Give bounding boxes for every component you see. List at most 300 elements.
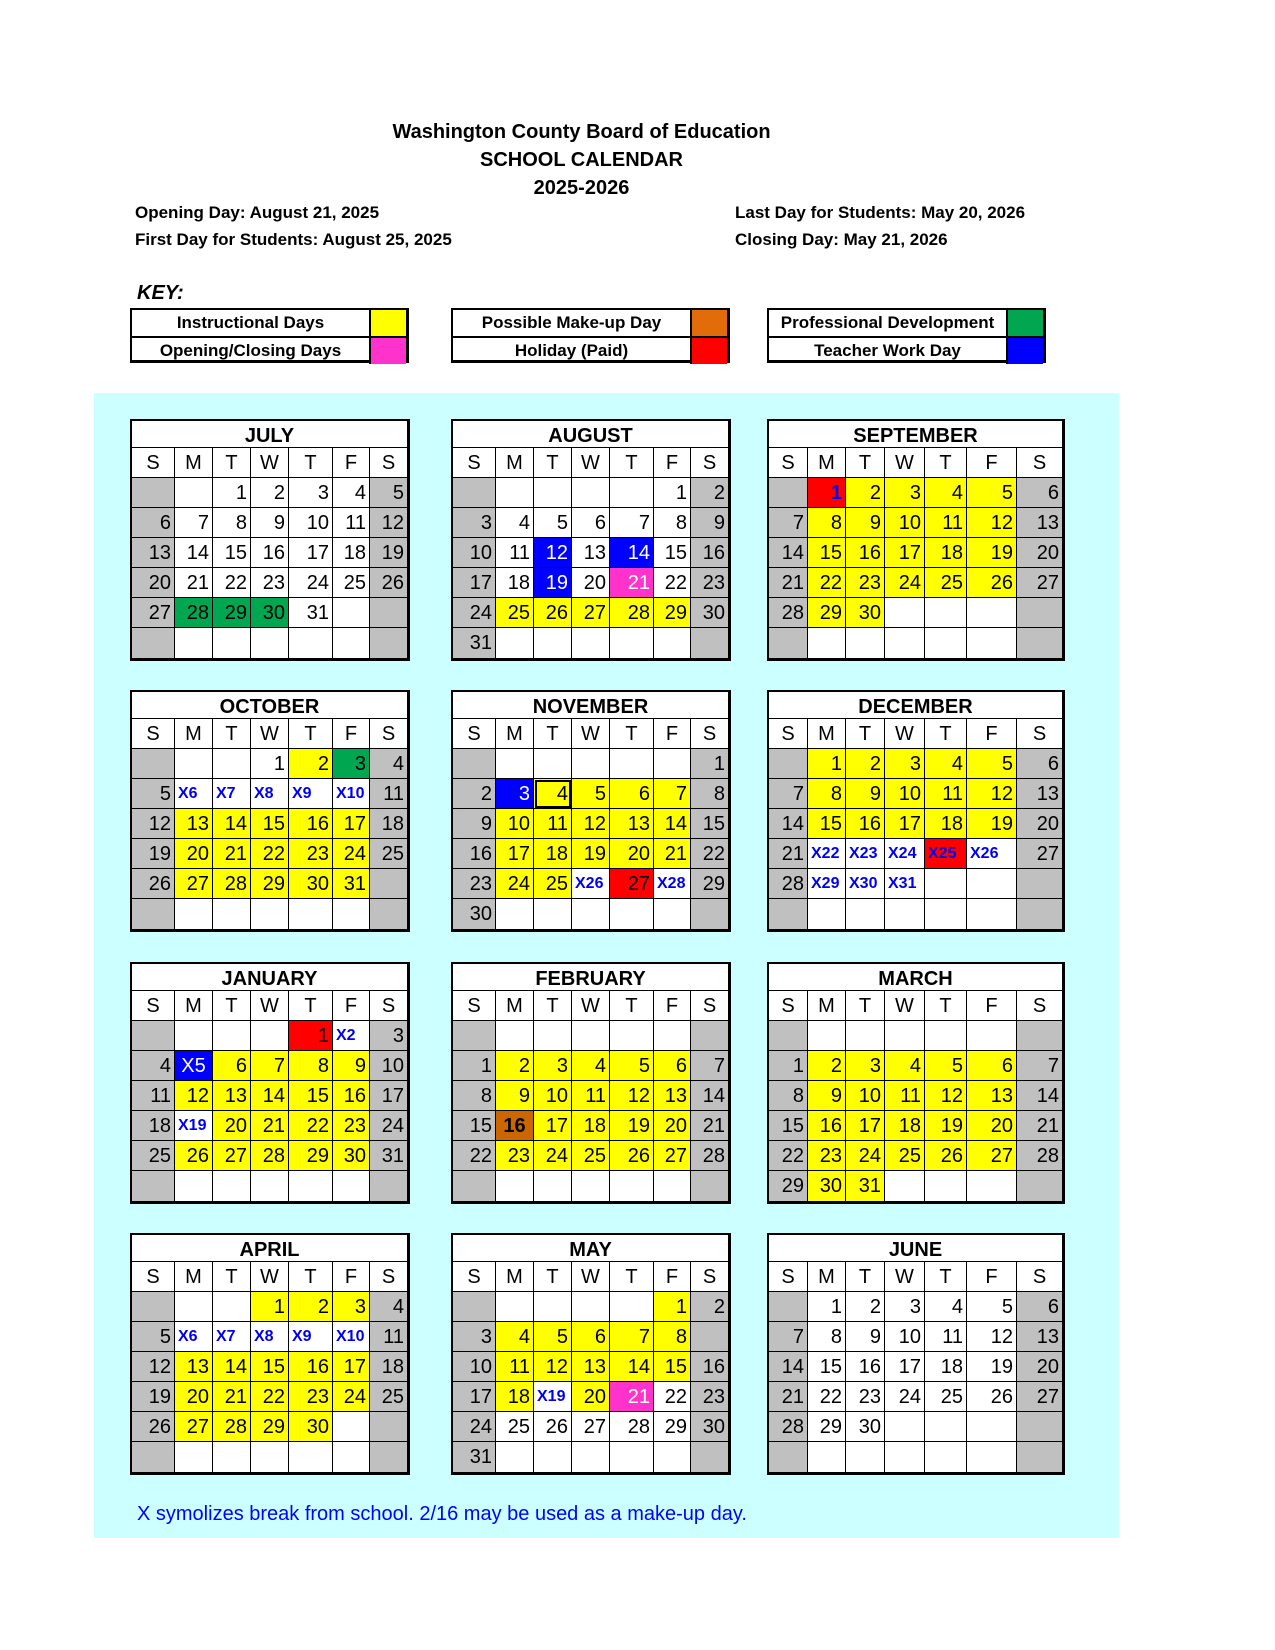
day-cell: 12	[572, 809, 610, 839]
legend-label: Teacher Work Day	[769, 338, 1008, 364]
legend-label: Holiday (Paid)	[453, 338, 692, 364]
day-cell: 18	[534, 839, 572, 869]
day-cell: X7	[213, 1322, 251, 1352]
day-cell: 30	[808, 1171, 846, 1201]
day-cell: 18	[496, 1382, 534, 1412]
key-label: KEY:	[137, 282, 184, 304]
empty-cell	[370, 628, 407, 658]
day-cell: 12	[925, 1081, 967, 1111]
day-cell: 17	[534, 1111, 572, 1141]
week-row	[769, 1352, 1062, 1382]
day-cell: 16	[496, 1111, 534, 1141]
week-row	[132, 809, 407, 839]
empty-cell	[572, 628, 610, 658]
day-cell: 17	[496, 839, 534, 869]
empty-cell	[572, 478, 610, 508]
day-cell: 24	[496, 869, 534, 899]
day-cell: 20	[1017, 538, 1062, 568]
day-cell: 11	[132, 1081, 175, 1111]
day-cell: 15	[251, 809, 289, 839]
day-cell: 6	[610, 779, 654, 809]
weekday-header-row	[453, 991, 728, 1021]
day-cell: 7	[251, 1051, 289, 1081]
week-row	[453, 1111, 728, 1141]
day-cell: 15	[654, 538, 691, 568]
day-cell: 15	[289, 1081, 333, 1111]
day-cell: 5	[967, 478, 1017, 508]
empty-cell	[333, 598, 370, 628]
week-row	[453, 1382, 728, 1412]
day-cell: 9	[808, 1081, 846, 1111]
day-cell: 29	[691, 869, 728, 899]
empty-cell	[132, 1442, 175, 1472]
weekday-header: T	[610, 448, 654, 478]
week-row	[769, 1292, 1062, 1322]
weekday-header-row	[769, 719, 1062, 749]
empty-cell	[534, 628, 572, 658]
empty-cell	[654, 1442, 691, 1472]
day-cell: 1	[289, 1021, 333, 1051]
day-cell: 13	[175, 1352, 213, 1382]
day-cell: 11	[572, 1081, 610, 1111]
board-title: Washington County Board of Education	[392, 121, 771, 143]
day-cell: 4	[333, 478, 370, 508]
week-row	[453, 749, 728, 779]
empty-cell	[610, 749, 654, 779]
day-cell: 10	[885, 779, 925, 809]
empty-cell	[925, 1442, 967, 1472]
day-cell: 5	[132, 779, 175, 809]
empty-cell	[572, 1171, 610, 1201]
legend-swatch	[371, 310, 406, 336]
week-row	[132, 508, 407, 538]
weekday-header: W	[572, 991, 610, 1021]
day-cell: 26	[370, 568, 407, 598]
month-august	[451, 419, 731, 661]
day-cell: 8	[654, 1322, 691, 1352]
empty-cell	[610, 628, 654, 658]
day-cell: 20	[967, 1111, 1017, 1141]
month-december	[767, 690, 1065, 932]
day-cell: 6	[572, 1322, 610, 1352]
day-cell: 28	[769, 869, 808, 899]
empty-cell	[691, 1171, 728, 1201]
empty-cell	[691, 899, 728, 929]
day-cell: 14	[175, 538, 213, 568]
day-cell: 15	[251, 1352, 289, 1382]
day-cell: 22	[213, 568, 251, 598]
week-row	[132, 1111, 407, 1141]
empty-cell	[610, 1442, 654, 1472]
day-cell: 23	[496, 1141, 534, 1171]
empty-cell	[925, 628, 967, 658]
day-cell: 8	[808, 508, 846, 538]
day-cell: 22	[808, 568, 846, 598]
weekday-header: M	[496, 991, 534, 1021]
day-cell: 2	[846, 749, 885, 779]
weekday-header: F	[967, 448, 1017, 478]
empty-cell	[496, 628, 534, 658]
day-cell: 14	[769, 1352, 808, 1382]
day-cell: X23	[846, 839, 885, 869]
day-cell: 24	[453, 598, 496, 628]
weekday-header: S	[691, 448, 728, 478]
empty-cell	[132, 749, 175, 779]
weekday-header: W	[251, 719, 289, 749]
day-cell: X26	[967, 839, 1017, 869]
empty-cell	[846, 1442, 885, 1472]
day-cell: 19	[967, 809, 1017, 839]
day-cell: 15	[453, 1111, 496, 1141]
empty-cell	[769, 749, 808, 779]
day-cell: 20	[654, 1111, 691, 1141]
empty-cell	[213, 749, 251, 779]
day-cell: X9	[289, 1322, 333, 1352]
legend-box-1	[130, 308, 409, 363]
empty-cell	[251, 899, 289, 929]
empty-cell	[132, 1021, 175, 1051]
day-cell: 12	[175, 1081, 213, 1111]
day-cell: 28	[691, 1141, 728, 1171]
day-cell: 10	[496, 809, 534, 839]
day-cell: 17	[885, 809, 925, 839]
week-row	[132, 1051, 407, 1081]
day-cell: 12	[967, 508, 1017, 538]
day-cell: 11	[370, 779, 407, 809]
weekday-header-row	[769, 448, 1062, 478]
legend-label: Possible Make-up Day	[453, 310, 692, 336]
day-cell: 4	[572, 1051, 610, 1081]
day-cell: 13	[572, 1352, 610, 1382]
day-cell: 24	[534, 1141, 572, 1171]
day-cell: 25	[370, 839, 407, 869]
day-cell: 22	[251, 1382, 289, 1412]
weekday-header-row	[769, 991, 1062, 1021]
empty-cell	[289, 1171, 333, 1201]
day-cell: 27	[175, 869, 213, 899]
day-cell: 28	[610, 1412, 654, 1442]
weekday-header: W	[572, 1262, 610, 1292]
day-cell: 13	[213, 1081, 251, 1111]
weekday-header: T	[846, 448, 885, 478]
weekday-header: S	[691, 991, 728, 1021]
day-cell: 5	[925, 1051, 967, 1081]
empty-cell	[654, 1171, 691, 1201]
day-cell: X6	[175, 779, 213, 809]
day-cell: 3	[333, 749, 370, 779]
day-cell: 7	[769, 779, 808, 809]
day-cell: 3	[885, 1292, 925, 1322]
day-cell: 25	[534, 869, 572, 899]
day-cell: 29	[251, 869, 289, 899]
day-cell: 15	[691, 809, 728, 839]
day-cell: 26	[175, 1141, 213, 1171]
day-cell: 30	[691, 598, 728, 628]
empty-cell	[846, 1021, 885, 1051]
week-row	[769, 1081, 1062, 1111]
day-cell: X10	[333, 1322, 370, 1352]
week-row	[132, 568, 407, 598]
empty-cell	[534, 478, 572, 508]
day-cell: 1	[251, 1292, 289, 1322]
day-cell: 11	[885, 1081, 925, 1111]
week-row	[453, 1051, 728, 1081]
week-row	[769, 779, 1062, 809]
empty-cell	[289, 1442, 333, 1472]
day-cell: X19	[534, 1382, 572, 1412]
month-name: JANUARY	[132, 964, 407, 991]
day-cell: 14	[610, 538, 654, 568]
empty-cell	[496, 1292, 534, 1322]
week-row	[453, 1352, 728, 1382]
weekday-header-row	[132, 719, 407, 749]
empty-cell	[967, 1171, 1017, 1201]
day-cell: 2	[808, 1051, 846, 1081]
day-cell: 27	[572, 1412, 610, 1442]
day-cell: 31	[370, 1141, 407, 1171]
weekday-header: S	[769, 719, 808, 749]
day-cell: 10	[885, 508, 925, 538]
weekday-header: T	[925, 719, 967, 749]
weekday-header: S	[132, 448, 175, 478]
empty-cell	[925, 899, 967, 929]
empty-cell	[925, 869, 967, 899]
empty-cell	[453, 1021, 496, 1051]
day-cell: X22	[808, 839, 846, 869]
day-cell: 22	[654, 1382, 691, 1412]
weekday-header: M	[496, 448, 534, 478]
day-cell: 16	[333, 1081, 370, 1111]
empty-cell	[610, 478, 654, 508]
day-cell: 19	[370, 538, 407, 568]
day-cell: 28	[769, 598, 808, 628]
weekday-header: W	[885, 991, 925, 1021]
day-cell: 4	[925, 1292, 967, 1322]
weekday-header: M	[175, 448, 213, 478]
day-cell: 4	[925, 478, 967, 508]
day-cell: 26	[534, 1412, 572, 1442]
day-cell: 5	[370, 478, 407, 508]
day-cell: 14	[213, 809, 251, 839]
day-cell: 8	[289, 1051, 333, 1081]
weekday-header-row	[453, 1262, 728, 1292]
legend-label: Opening/Closing Days	[132, 338, 371, 364]
first-day-students: First Day for Students: August 25, 2025	[135, 230, 452, 249]
weekday-header: M	[175, 991, 213, 1021]
day-cell: 1	[691, 749, 728, 779]
day-cell: 31	[846, 1171, 885, 1201]
weekday-header: T	[213, 991, 251, 1021]
day-cell: 20	[572, 1382, 610, 1412]
legend-item	[132, 310, 406, 336]
day-cell: 5	[572, 779, 610, 809]
weekday-header: S	[769, 991, 808, 1021]
day-cell: 21	[213, 1382, 251, 1412]
empty-cell	[846, 899, 885, 929]
week-row	[453, 839, 728, 869]
day-cell: 20	[1017, 809, 1062, 839]
month-october	[130, 690, 410, 932]
day-cell: 31	[289, 598, 333, 628]
day-cell: 12	[132, 1352, 175, 1382]
empty-cell	[534, 1021, 572, 1051]
day-cell: 25	[496, 1412, 534, 1442]
day-cell: 18	[885, 1111, 925, 1141]
legend-item	[132, 336, 406, 364]
day-cell: 27	[654, 1141, 691, 1171]
day-cell: 13	[572, 538, 610, 568]
day-cell: 21	[691, 1111, 728, 1141]
month-march	[767, 962, 1065, 1204]
day-cell: 6	[1017, 1292, 1062, 1322]
empty-cell	[967, 598, 1017, 628]
week-row	[769, 628, 1062, 658]
empty-cell	[534, 1171, 572, 1201]
empty-cell	[213, 1292, 251, 1322]
empty-cell	[610, 1171, 654, 1201]
day-cell: 25	[572, 1141, 610, 1171]
day-cell: 29	[251, 1412, 289, 1442]
empty-cell	[333, 1442, 370, 1472]
empty-cell	[846, 628, 885, 658]
day-cell: 30	[251, 598, 289, 628]
day-cell: 23	[289, 839, 333, 869]
week-row	[453, 1322, 728, 1352]
legend-item	[769, 336, 1043, 364]
day-cell: 8	[769, 1081, 808, 1111]
week-row	[769, 869, 1062, 899]
empty-cell	[691, 1021, 728, 1051]
weekday-header: S	[1017, 1262, 1062, 1292]
weekday-header: S	[691, 1262, 728, 1292]
day-cell: 4	[370, 1292, 407, 1322]
day-cell: 22	[691, 839, 728, 869]
empty-cell	[967, 1021, 1017, 1051]
day-cell: 4	[132, 1051, 175, 1081]
day-cell: 9	[846, 1322, 885, 1352]
day-cell: 3	[453, 508, 496, 538]
day-cell: 19	[534, 568, 572, 598]
day-cell: 25	[132, 1141, 175, 1171]
day-cell: 1	[251, 749, 289, 779]
empty-cell	[610, 1292, 654, 1322]
day-cell: 15	[808, 1352, 846, 1382]
month-april	[130, 1233, 410, 1475]
weekday-header: S	[691, 719, 728, 749]
day-cell: 16	[289, 1352, 333, 1382]
day-cell: 12	[967, 779, 1017, 809]
day-cell: 23	[453, 869, 496, 899]
legend-label: Professional Development	[769, 310, 1008, 336]
day-cell: 27	[1017, 839, 1062, 869]
day-cell: 1	[453, 1051, 496, 1081]
day-cell: 19	[967, 1352, 1017, 1382]
day-cell: 17	[370, 1081, 407, 1111]
day-cell: 20	[1017, 1352, 1062, 1382]
weekday-header: S	[453, 1262, 496, 1292]
day-cell: X2	[333, 1021, 370, 1051]
day-cell: 3	[333, 1292, 370, 1322]
empty-cell	[654, 628, 691, 658]
day-cell: 23	[289, 1382, 333, 1412]
day-cell: 19	[132, 839, 175, 869]
day-cell: 7	[769, 1322, 808, 1352]
day-cell: 12	[534, 538, 572, 568]
day-cell: 2	[496, 1051, 534, 1081]
closing-day: Closing Day: May 21, 2026	[735, 230, 948, 249]
empty-cell	[175, 1171, 213, 1201]
day-cell: 16	[453, 839, 496, 869]
week-row	[132, 1021, 407, 1051]
day-cell: 30	[453, 899, 496, 929]
month-name: NOVEMBER	[453, 692, 728, 719]
day-cell: 2	[846, 478, 885, 508]
weekday-header-row	[132, 448, 407, 478]
day-cell: 13	[1017, 508, 1062, 538]
empty-cell	[572, 749, 610, 779]
day-cell: 2	[289, 1292, 333, 1322]
day-cell: X8	[251, 1322, 289, 1352]
month-june	[767, 1233, 1065, 1475]
week-row	[769, 538, 1062, 568]
weekday-header: T	[213, 448, 251, 478]
month-september	[767, 419, 1065, 661]
legend-label: Instructional Days	[132, 310, 371, 336]
week-row	[132, 1141, 407, 1171]
day-cell: 7	[769, 508, 808, 538]
week-row	[769, 1382, 1062, 1412]
weekday-header: S	[132, 1262, 175, 1292]
day-cell: 4	[496, 508, 534, 538]
day-cell: 11	[333, 508, 370, 538]
day-cell: 3	[453, 1322, 496, 1352]
day-cell: 30	[691, 1412, 728, 1442]
day-cell: X30	[846, 869, 885, 899]
day-cell: 5	[534, 1322, 572, 1352]
last-day-students: Last Day for Students: May 20, 2026	[735, 203, 1026, 222]
day-cell: 2	[846, 1292, 885, 1322]
day-cell: 26	[925, 1141, 967, 1171]
weekday-header: T	[925, 448, 967, 478]
weekday-header: T	[289, 991, 333, 1021]
weekday-header: T	[213, 719, 251, 749]
weekday-header: F	[333, 991, 370, 1021]
day-cell: 16	[846, 538, 885, 568]
day-cell: 25	[885, 1141, 925, 1171]
day-cell: 16	[251, 538, 289, 568]
day-cell: 29	[213, 598, 251, 628]
weekday-header: S	[370, 991, 407, 1021]
day-cell: 14	[213, 1352, 251, 1382]
weekday-header: F	[967, 991, 1017, 1021]
day-cell: 21	[1017, 1111, 1062, 1141]
day-cell: 28	[251, 1141, 289, 1171]
month-name: AUGUST	[453, 421, 728, 448]
day-cell: 20	[213, 1111, 251, 1141]
weekday-header: F	[967, 1262, 1017, 1292]
day-cell: 21	[251, 1111, 289, 1141]
day-cell: 30	[289, 869, 333, 899]
day-cell: 21	[769, 839, 808, 869]
day-cell: 7	[691, 1051, 728, 1081]
empty-cell	[885, 1412, 925, 1442]
day-cell: 27	[967, 1141, 1017, 1171]
day-cell: 23	[846, 568, 885, 598]
day-cell: 7	[175, 508, 213, 538]
weekday-header: S	[1017, 991, 1062, 1021]
day-cell: 28	[213, 1412, 251, 1442]
day-cell: 30	[846, 1412, 885, 1442]
